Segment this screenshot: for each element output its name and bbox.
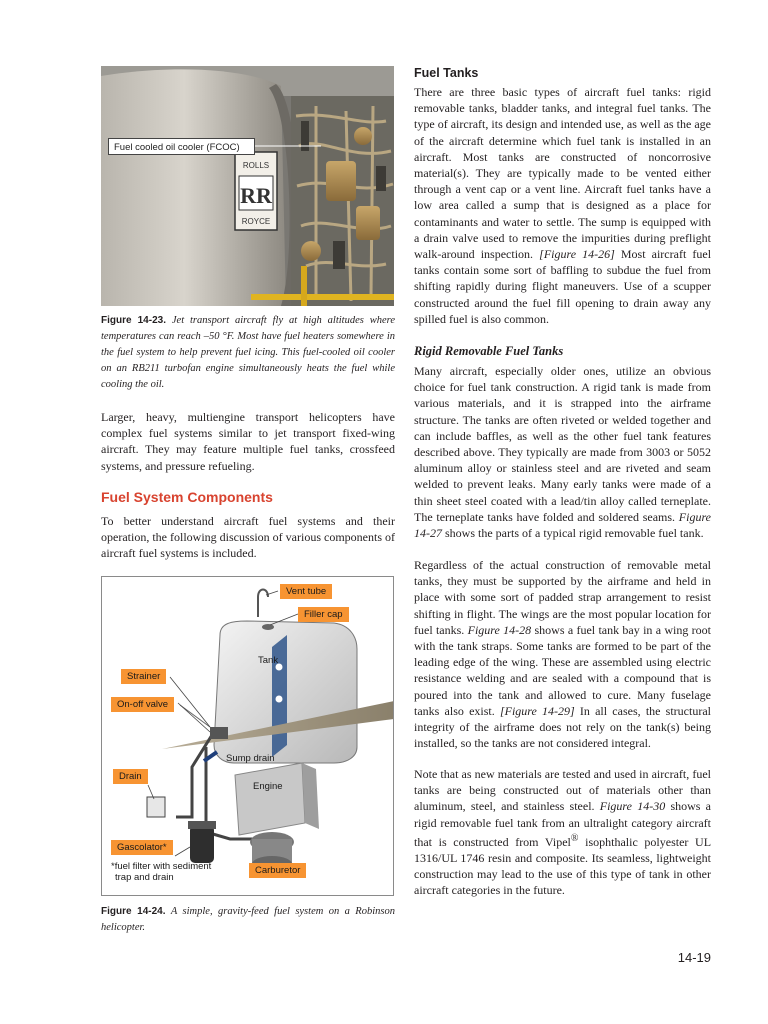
figure-24-label: Figure 14-24. xyxy=(101,906,166,917)
label-vent-tube: Vent tube xyxy=(280,584,332,599)
subheading-rigid-removable: Rigid Removable Fuel Tanks xyxy=(414,344,564,358)
svg-text:ROYCE: ROYCE xyxy=(241,217,271,226)
fuel-system-diagram xyxy=(101,576,394,896)
new-materials-paragraph xyxy=(414,766,711,899)
figure-ref-14-26: [Figure 14-26] xyxy=(539,247,615,262)
label-filler-cap: Filler cap xyxy=(298,607,349,622)
rigid-tanks-paragraph xyxy=(414,363,711,541)
svg-text:ROLLS: ROLLS xyxy=(242,161,270,170)
label-tank: Tank xyxy=(258,655,279,666)
label-drain: Drain xyxy=(113,769,148,784)
materials-text-a: Note that as new materials are tested and used in aircraft, fuel tanks are being constructed out of materials other than aluminum, steel, and stainless steel. xyxy=(414,767,711,814)
rolls-royce-logo xyxy=(235,152,277,230)
figure-23-text: Jet transport aircraft fly at high altitudes where temperatures can reach –50 °F. Most have fuel heaters somewhere in the fuel system to help prevent fuel icing. This fuel-cooled oil cooler on an RB211 turbofan engine simultaneously heats the fuel while cooling the oil. xyxy=(101,315,395,390)
fcoc-callout-label: Fuel cooled oil cooler (FCOC) xyxy=(108,138,255,155)
figure-ref-14-30: Figure 14-30 xyxy=(599,799,666,814)
support-text-c: In all cases, the structural integrity of the airframe does not rely on the tank(s) being installed, so the tanks are not considered integral. xyxy=(414,703,711,751)
section-heading-fuel-tanks: Fuel Tanks xyxy=(414,66,479,80)
page-number: 14-19 xyxy=(677,950,711,965)
engine-photo xyxy=(101,66,394,306)
label-on-off-valve: On-off valve xyxy=(111,697,174,712)
engine-photo-graphic xyxy=(101,66,394,306)
materials-text-c: isophthalic polyester UL 1316/UL 1746 resin and composite. Its seamless, lightweight construction may lead to the use of this type of tank in other aircraft categories in the future. xyxy=(414,834,712,898)
components-intro-paragraph: To better understand aircraft fuel systems and their operation, the following discussion of various components of aircraft fuel systems is included. xyxy=(101,514,395,561)
tank-support-paragraph xyxy=(414,557,711,751)
figure-23-caption xyxy=(101,313,395,393)
figure-23-label: Figure 14-23. xyxy=(101,315,166,326)
figure-ref-14-29: [Figure 14-29] xyxy=(499,703,575,718)
figure-ref-14-27: Figure 14-27 xyxy=(414,509,711,541)
support-text-b: shows a fuel tank bay in a wing root with the tank straps. Some tanks are formed to be part of the leading edge of the wing. These are assembled using electric resistance welding and are sealed with a compound that is poured into the tank and allowed to cure. Many fuselage tanks also exist. xyxy=(414,622,712,718)
label-sump-drain: Sump drain xyxy=(226,753,275,764)
label-strainer: Strainer xyxy=(121,669,166,684)
label-gascolator-footnote-1: *fuel filter with sediment xyxy=(111,861,212,872)
label-engine: Engine xyxy=(253,781,283,792)
rigid-text-b: shows the parts of a typical rigid removable fuel tank. xyxy=(445,526,704,541)
figure-ref-14-28: Figure 14-28 xyxy=(467,622,532,637)
materials-text-b: shows a rigid removable fuel tank from an ultralight category aircraft that is constructed from Vipel xyxy=(414,799,711,849)
figure-24-caption xyxy=(101,904,395,936)
fuel-tanks-text-b: Most aircraft fuel tanks contain some sort of baffling to subdue the fuel from shifting rapidly during flight maneuvers. Use of a scupper constructed around the fuel fill opening to drain away any spilled fuel is also common. xyxy=(414,247,712,326)
label-gascolator-footnote-2: trap and drain xyxy=(115,872,174,883)
fuel-tanks-text-a: There are three basic types of aircraft fuel tanks: rigid removable tanks, bladder tanks, and integral fuel tanks. The type of aircraft, its design and intended use, as well as the age of the aircraft determine which fuel tank is installed in an aircraft. Most tanks are constructed of noncorrosive material(s). They are typically made to be vented either through a vent cap or a vent line. Aircraft fuel tanks have a low area called a sump that is designed as a place for contaminants and water to settle. The sump is equipped with a drain valve used to remove the impurities during preflight walk-around inspection. xyxy=(414,85,711,262)
registered-mark: ® xyxy=(570,832,579,844)
helicopter-paragraph: Larger, heavy, multiengine transport helicopters have complex fuel systems similar to jet transport fixed-wing aircraft. They may feature multiple fuel tanks, crossfeed systems, and pressure refueling. xyxy=(101,410,395,473)
label-carburetor: Carburetor xyxy=(249,863,306,878)
svg-text:RR: RR xyxy=(240,183,272,208)
support-text-a: Regardless of the actual construction of removable metal tanks, they must be supported by the airframe and held in place with some sort of padded strap arrangement to resist shifting in flight. The wings are the most popular location for fuel tanks. xyxy=(414,558,711,637)
label-gascolator: Gascolator* xyxy=(111,840,173,855)
section-heading-fuel-system-components: Fuel System Components xyxy=(101,489,273,505)
figure-24-text: A simple, gravity-feed fuel system on a Robinson helicopter. xyxy=(101,906,395,933)
fuel-tanks-paragraph xyxy=(414,84,711,327)
rigid-text-a: Many aircraft, especially older ones, utilize an obvious choice for fuel tank construction. A rigid tank is made from various materials, and it is strapped into the airframe structure. The tanks are often riveted or welded together and can include baffles, as well as the other fuel tank features described above. They typically are made from 3003 or 5052 aluminum alloy or stainless steel and are riveted and seam welded to prevent leaks. Many early tanks were made of a thin sheet steel coated with a lead/tin alloy called terneplate. The terneplate tanks have folded and soldered seams. xyxy=(414,364,711,524)
